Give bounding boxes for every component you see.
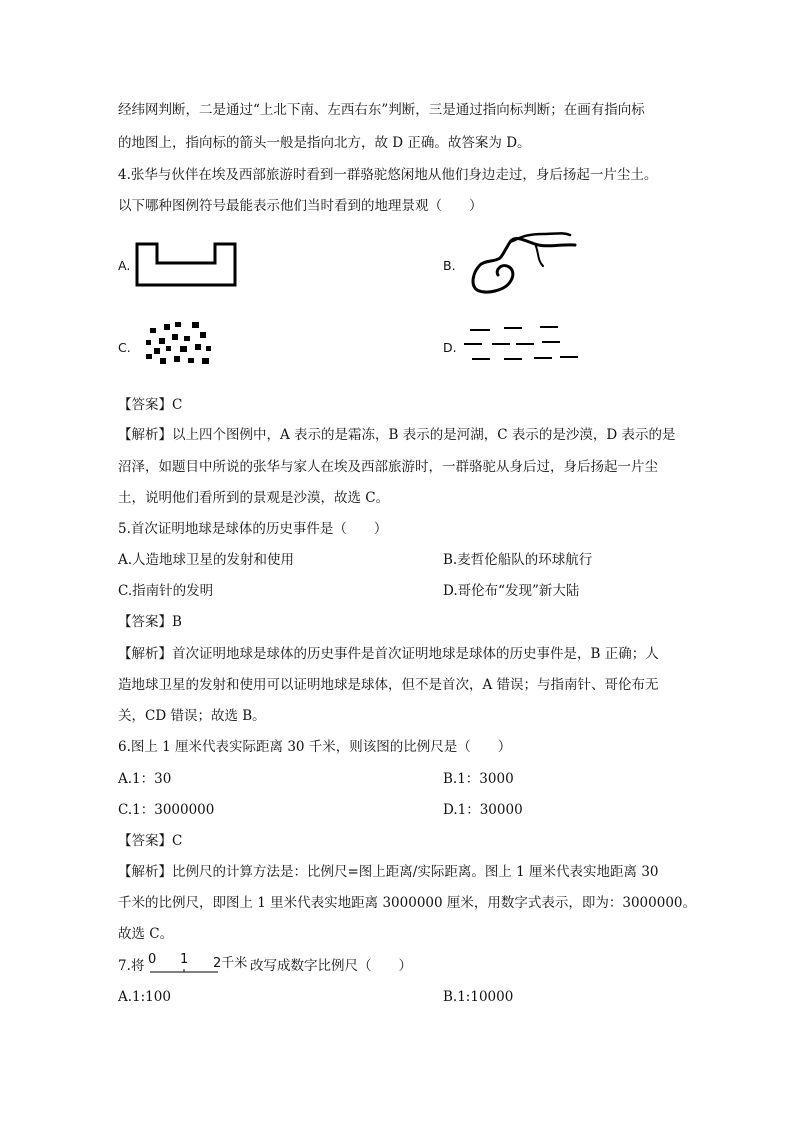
- q5-option-a[interactable]: A.人造地球卫星的发射和使用: [118, 552, 295, 568]
- q4-stem-line-2: 以下哪种图例符号最能表示他们当时看到的地理景观（ ）: [118, 198, 483, 214]
- q5-option-c[interactable]: C.指南针的发明: [118, 583, 214, 599]
- q4-answer: 【答案】C: [118, 397, 183, 413]
- river-lake-symbol: [465, 230, 580, 295]
- q4-option-c-label[interactable]: C.: [118, 340, 131, 355]
- q5-analysis-line-1: 【解析】首次证明地球是球体的历史事件是首次证明地球是球体的历史事件是，B 正确；人: [118, 646, 659, 662]
- q6-option-b[interactable]: B.1：3000: [443, 771, 514, 787]
- q7-prefix: 7.将: [118, 958, 145, 974]
- q4-option-a-label[interactable]: A.: [118, 258, 131, 273]
- q7-suffix: 改写成数字比例尺（ ）: [250, 958, 412, 974]
- q6-option-d[interactable]: D.1：30000: [443, 802, 523, 818]
- q6-stem: 6.图上 1 厘米代表实际距离 30 千米，则该图的比例尺是（ ）: [118, 739, 512, 755]
- q4-option-d-label[interactable]: D.: [443, 340, 457, 355]
- scale-label-0: 0: [148, 952, 157, 967]
- linear-scale-bar: [150, 966, 220, 974]
- q6-analysis-line-1: 【解析】比例尺的计算方法是：比例尺=图上距离/实际距离。图上 1 厘米代表实地距离 30: [118, 864, 659, 880]
- q5-option-b[interactable]: B.麦哲伦船队的环球航行: [443, 552, 593, 568]
- frost-symbol: [135, 242, 235, 287]
- q5-analysis-line-3: 关，CD 错误；故选 B。: [118, 708, 266, 724]
- q4-stem-line-1: 4.张华与伙伴在埃及西部旅游时看到一群骆驼悠闲地从他们身边走过，身后扬起一片尘土。: [118, 167, 658, 183]
- q6-analysis-line-3: 故选 C。: [118, 926, 174, 942]
- q6-analysis-line-2: 千米的比例尺，即图上 1 里米代表实地距离 3000000 厘米，用数字式表示，即为：3000000。: [118, 895, 697, 911]
- q7-option-b[interactable]: B.1:10000: [443, 989, 514, 1005]
- scale-label-1: 1: [180, 952, 189, 967]
- swamp-symbol: [462, 322, 582, 364]
- q7-option-a[interactable]: A.1:100: [118, 989, 171, 1005]
- intro-line-2: 的地图上，指向标的箭头一般是指向北方，故 D 正确。故答案为 D。: [118, 135, 531, 151]
- intro-line-1: 经纬网判断，二是通过“上北下南、左西右东”判断，三是通过指向标判断；在画有指向标: [118, 102, 645, 118]
- desert-symbol: [140, 318, 220, 368]
- q6-option-a[interactable]: A.1：30: [118, 771, 172, 787]
- q4-analysis-line-3: 土，说明他们看所到的景观是沙漠，故选 C。: [118, 490, 390, 506]
- scale-label-2: 2千米: [213, 956, 248, 971]
- q5-answer: 【答案】B: [118, 614, 182, 630]
- q5-option-d[interactable]: D.哥伦布“发现”新大陆: [443, 583, 580, 599]
- q5-analysis-line-2: 造地球卫星的发射和使用可以证明地球是球体，但不是首次，A 错误；与指南针、哥伦布无: [118, 677, 659, 693]
- q4-option-b-label[interactable]: B.: [443, 258, 456, 273]
- q6-answer: 【答案】C: [118, 833, 183, 849]
- q5-stem: 5.首次证明地球是球体的历史事件是（ ）: [118, 521, 388, 537]
- q6-option-c[interactable]: C.1：3000000: [118, 802, 215, 818]
- q4-analysis-line-1: 【解析】以上四个图例中，A 表示的是霜冻，B 表示的是河湖，C 表示的是沙漠，D 表示的是: [118, 427, 676, 443]
- q4-analysis-line-2: 沼泽，如题目中所说的张华与家人在埃及西部旅游时，一群骆驼从身后过，身后扬起一片尘: [118, 459, 658, 475]
